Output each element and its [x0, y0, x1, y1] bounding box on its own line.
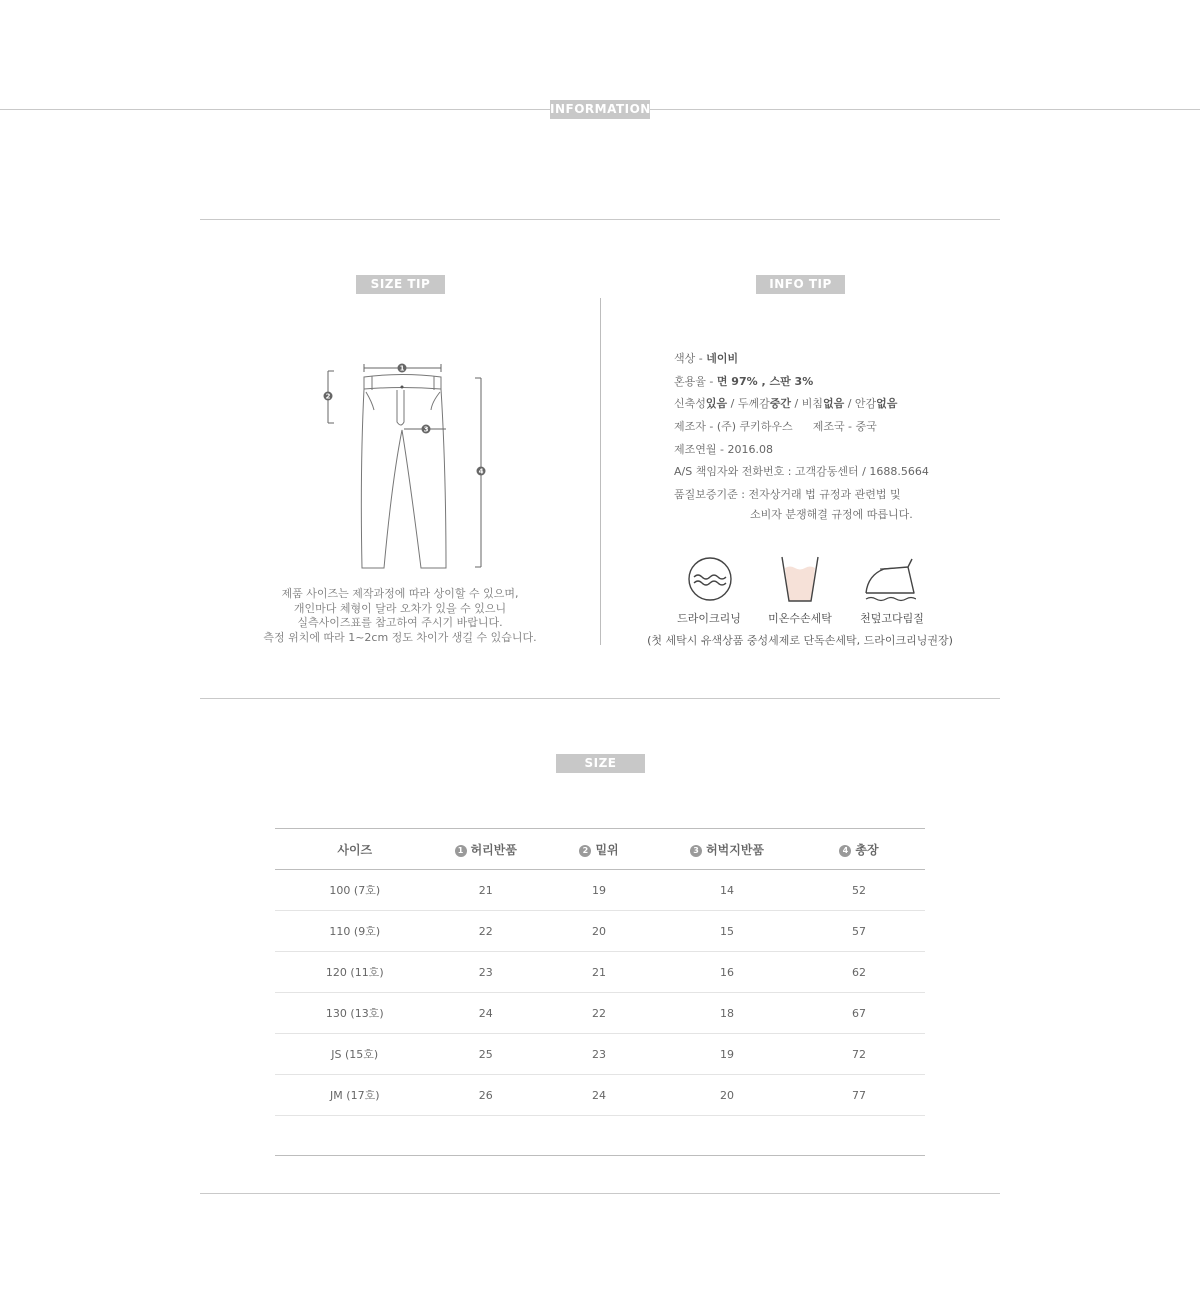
- lining-label: / 안감: [844, 397, 877, 410]
- thickness-label: / 두께감: [727, 397, 770, 410]
- column-divider: [600, 298, 601, 645]
- cell-length: 57: [793, 911, 925, 952]
- see-through-label: / 비침: [791, 397, 823, 410]
- cell-size: JM (17호): [275, 1075, 435, 1116]
- hand-wash-icon: [780, 555, 820, 603]
- dry-clean-icon: [686, 555, 734, 603]
- warranty-line-1: 품질보증기준 : 전자상거래 법 규정과 관련법 및: [674, 488, 901, 501]
- blend-line: [674, 373, 813, 389]
- header-num: 2: [579, 845, 591, 857]
- button-dot: [401, 386, 404, 389]
- cell-size: 100 (7호): [275, 870, 435, 911]
- table-row: [275, 870, 925, 911]
- size-table-header: [275, 829, 925, 870]
- maker-line: [674, 418, 877, 434]
- cell-length: 52: [793, 870, 925, 911]
- size-note-line: 개인마다 체형이 달라 오차가 있을 수 있으니: [293, 601, 507, 615]
- cell-length: 67: [793, 993, 925, 1034]
- marker-4: 4: [478, 467, 484, 476]
- cell-rise: 21: [537, 952, 661, 993]
- iron-cloth-icon: [862, 555, 916, 607]
- warranty-line-2: 소비자 분쟁해결 규정에 따릅니다.: [750, 508, 913, 521]
- cell-size: 130 (13호): [275, 993, 435, 1034]
- marker-2: 2: [325, 392, 331, 401]
- stretch-label: 신축성: [674, 397, 706, 410]
- size-note-line: 제품 사이즈는 제작과정에 따라 상이할 수 있으며,: [281, 587, 519, 600]
- information-badge: INFORMATION: [550, 100, 650, 119]
- cell-size: JS (15호): [275, 1034, 435, 1075]
- cell-thigh: 15: [661, 911, 793, 952]
- section-divider-2: [200, 698, 1000, 699]
- section-divider-1: [200, 219, 1000, 220]
- cell-waist: 26: [435, 1075, 537, 1116]
- table-row-empty: [275, 1116, 925, 1156]
- table-row: [275, 911, 925, 952]
- marker-3: 3: [423, 425, 429, 434]
- size-note-line: 실측사이즈표를 참고하여 주시기 바랍니다.: [297, 616, 503, 629]
- table-row: [275, 952, 925, 993]
- header-waist: 1 허리반품: [435, 829, 537, 870]
- header-thigh: 3 허벅지반품: [661, 829, 793, 870]
- care-label-hand-wash: 미온수손세탁: [768, 612, 832, 625]
- size-tip-badge: SIZE TIP: [356, 275, 445, 294]
- header-length: 4 총장: [793, 829, 925, 870]
- care-label-dry-clean: 드라이크리닝: [677, 612, 741, 625]
- cell-rise: 24: [537, 1075, 661, 1116]
- pants-diagram: [320, 360, 490, 575]
- cell-rise: 23: [537, 1034, 661, 1075]
- cell-thigh: 19: [661, 1034, 793, 1075]
- cell-thigh: 14: [661, 870, 793, 911]
- cell-rise: 22: [537, 993, 661, 1034]
- table-row: [275, 993, 925, 1034]
- header-rise: 2 밑위: [537, 829, 661, 870]
- marker-1: 1: [399, 364, 405, 373]
- size-table: [275, 828, 925, 1156]
- cell-size: 110 (9호): [275, 911, 435, 952]
- maker-text: 제조자 - (주) 쿠키하우스: [674, 420, 793, 433]
- table-row: [275, 1034, 925, 1075]
- size-note-line: 측정 위치에 따라 1~2cm 정도 차이가 생길 수 있습니다.: [263, 630, 537, 644]
- cell-waist: 25: [435, 1034, 537, 1075]
- cell-size: 120 (11호): [275, 952, 435, 993]
- blend-label: 혼용율 -: [674, 375, 717, 388]
- bottom-divider: [200, 1193, 1000, 1194]
- table-row: [275, 1075, 925, 1116]
- lining-value: 없음: [876, 397, 898, 410]
- cell-rise: 20: [537, 911, 661, 952]
- care-note: (첫 세탁시 유색상품 중성세제로 단독손세탁, 드라이크리닝권장): [647, 634, 953, 647]
- cell-thigh: 18: [661, 993, 793, 1034]
- fabric-line: [674, 395, 897, 411]
- header-num: 3: [690, 845, 702, 857]
- header-num: 4: [839, 845, 851, 857]
- blend-value: 면 97% , 스판 3%: [716, 375, 814, 388]
- cell-thigh: 20: [661, 1075, 793, 1116]
- cell-length: 62: [793, 952, 925, 993]
- color-line: [674, 350, 738, 366]
- cell-waist: 22: [435, 911, 537, 952]
- cell-waist: 21: [435, 870, 537, 911]
- header-num: 1: [455, 845, 467, 857]
- stretch-value: 있음: [705, 397, 728, 410]
- info-tip-badge: INFO TIP: [756, 275, 845, 294]
- cell-waist: 23: [435, 952, 537, 993]
- thickness-value: 중간: [769, 397, 791, 410]
- date-line: 제조연월 - 2016.08: [674, 443, 773, 456]
- as-line: A/S 책임자와 전화번호 : 고객감동센터 / 1688.5664: [674, 465, 929, 478]
- header-size: 사이즈: [275, 829, 435, 870]
- cell-thigh: 16: [661, 952, 793, 993]
- color-label: 색상 -: [674, 352, 707, 365]
- size-badge: SIZE: [556, 754, 645, 773]
- see-through-value: 없음: [822, 397, 845, 410]
- care-label-iron: 천덮고다림질: [860, 612, 924, 625]
- cell-waist: 24: [435, 993, 537, 1034]
- color-value: 네이비: [706, 352, 739, 365]
- cell-rise: 19: [537, 870, 661, 911]
- size-note: [230, 587, 570, 645]
- country-text: 제조국 - 중국: [812, 420, 877, 433]
- cell-length: 77: [793, 1075, 925, 1116]
- cell-length: 72: [793, 1034, 925, 1075]
